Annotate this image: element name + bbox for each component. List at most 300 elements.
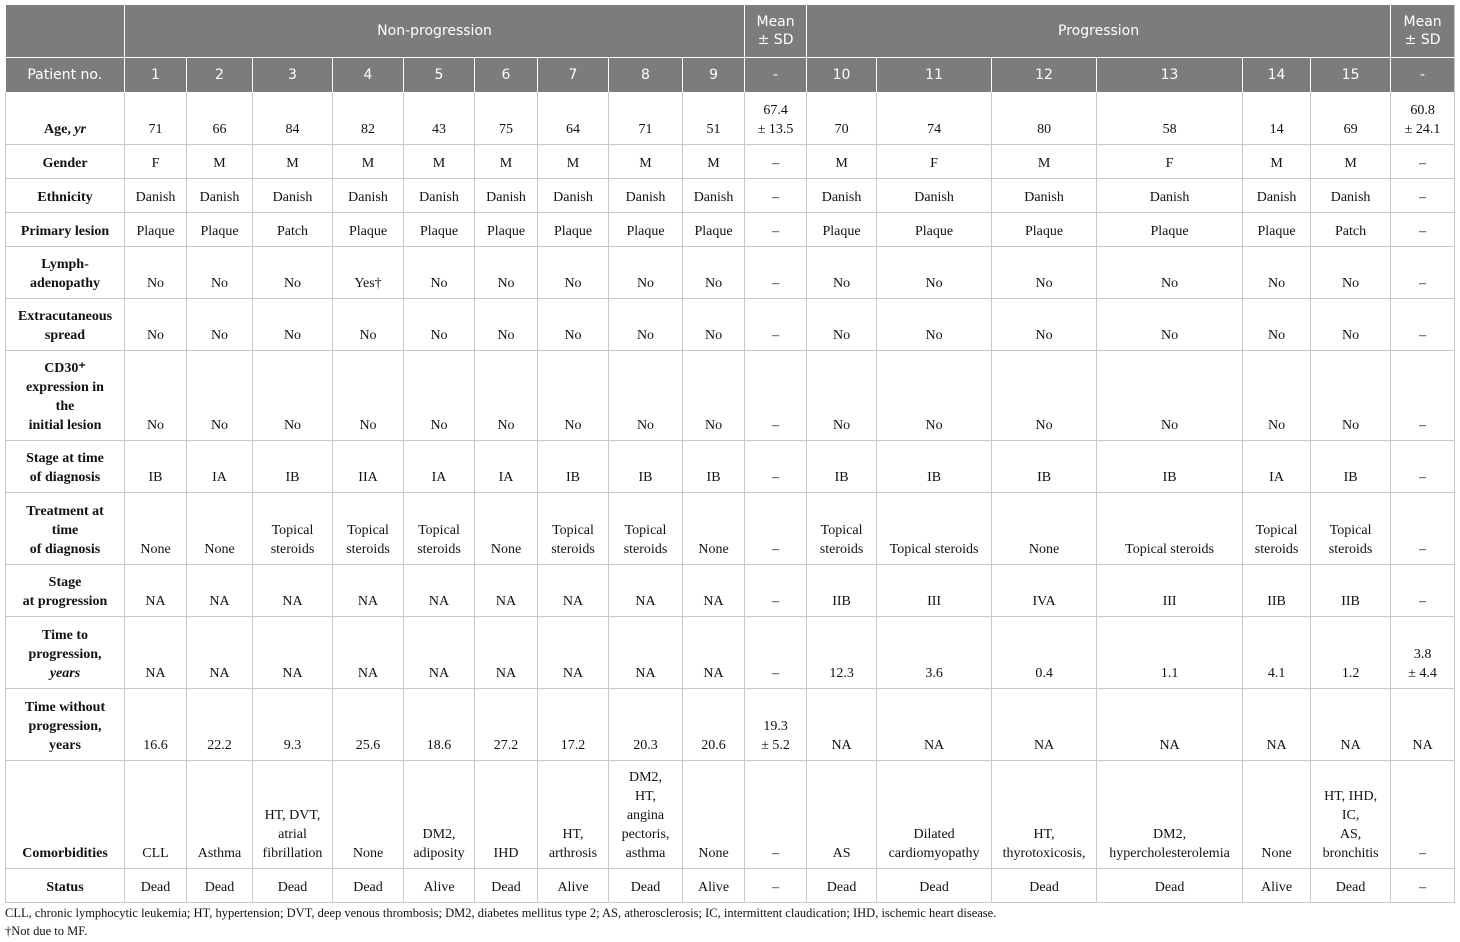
row-label-text: Status xyxy=(46,879,84,895)
table-cell: No xyxy=(683,246,745,298)
table-cell: Danish xyxy=(333,178,404,212)
table-cell: 25.6 xyxy=(333,688,404,760)
table-cell: NA xyxy=(1243,688,1311,760)
row-label xyxy=(6,178,125,212)
table-cell: NA xyxy=(253,616,333,688)
table-cell: NA xyxy=(683,616,745,688)
column-header: 6 xyxy=(475,58,538,93)
table-cell: No xyxy=(1097,350,1243,440)
table-cell: Alive xyxy=(404,868,475,902)
table-cell: Alive xyxy=(1243,868,1311,902)
table-cell: None xyxy=(683,760,745,868)
table-cell: 75 xyxy=(475,92,538,144)
table-cell: Plaque xyxy=(475,212,538,246)
table-cell: – xyxy=(1391,246,1455,298)
table-cell: IB xyxy=(609,440,683,492)
column-header-patient-no: Patient no. xyxy=(6,58,125,93)
table-cell: IIA xyxy=(333,440,404,492)
table-row xyxy=(6,868,1455,902)
table-cell: NA xyxy=(475,564,538,616)
table-cell: Plaque xyxy=(404,212,475,246)
table-cell: No xyxy=(404,298,475,350)
table-cell: Topical steroids xyxy=(333,492,404,564)
table-cell: No xyxy=(877,350,992,440)
column-header: 13 xyxy=(1097,58,1243,93)
table-cell: No xyxy=(1311,298,1391,350)
row-label xyxy=(6,246,125,298)
table-cell: M xyxy=(187,144,253,178)
table-cell: None xyxy=(333,760,404,868)
table-cell: Topical steroids xyxy=(1311,492,1391,564)
table-cell: NA xyxy=(807,688,877,760)
table-cell: – xyxy=(745,440,807,492)
column-header-row xyxy=(6,58,1455,93)
table-cell: No xyxy=(609,246,683,298)
column-header: 11 xyxy=(877,58,992,93)
table-cell: IA xyxy=(404,440,475,492)
table-cell: IA xyxy=(1243,440,1311,492)
table-cell: IB xyxy=(538,440,609,492)
table-cell: Dead xyxy=(1311,868,1391,902)
table-cell: Danish xyxy=(187,178,253,212)
table-cell: No xyxy=(807,350,877,440)
table-cell: No xyxy=(992,246,1097,298)
table-cell: 12.3 xyxy=(807,616,877,688)
table-cell: III xyxy=(877,564,992,616)
table-cell: Danish xyxy=(807,178,877,212)
table-cell: NA xyxy=(538,616,609,688)
table-cell: 51 xyxy=(683,92,745,144)
table-cell: Plaque xyxy=(807,212,877,246)
table-cell: Topical steroids xyxy=(538,492,609,564)
table-cell: Topical steroids xyxy=(877,492,992,564)
row-label xyxy=(6,564,125,616)
table-cell: HT, IHD, IC, AS, bronchitis xyxy=(1311,760,1391,868)
table-cell: No xyxy=(992,350,1097,440)
column-header: 3 xyxy=(253,58,333,93)
table-cell: NA xyxy=(125,564,187,616)
table-cell: Plaque xyxy=(538,212,609,246)
table-cell: 18.6 xyxy=(404,688,475,760)
table-row xyxy=(6,492,1455,564)
table-cell: 3.6 xyxy=(877,616,992,688)
table-cell: No xyxy=(475,350,538,440)
table-cell: 20.3 xyxy=(609,688,683,760)
table-cell: No xyxy=(877,298,992,350)
table-cell: No xyxy=(538,298,609,350)
row-label-unit: years xyxy=(49,665,81,681)
column-header: 9 xyxy=(683,58,745,93)
row-label xyxy=(6,350,125,440)
table-cell: IIB xyxy=(1311,564,1391,616)
table-cell: IB xyxy=(877,440,992,492)
table-cell: F xyxy=(1097,144,1243,178)
table-cell: No xyxy=(1097,246,1243,298)
row-label xyxy=(6,868,125,902)
table-cell: M xyxy=(253,144,333,178)
table-cell: – xyxy=(745,616,807,688)
table-cell: Plaque xyxy=(992,212,1097,246)
table-cell: M xyxy=(609,144,683,178)
row-label-text: Extracutaneous spread xyxy=(17,308,113,343)
group-header-empty xyxy=(6,5,125,58)
column-header: 2 xyxy=(187,58,253,93)
table-cell: M xyxy=(992,144,1097,178)
table-cell: IB xyxy=(1311,440,1391,492)
mean-sd-header-2: Mean ± SD xyxy=(1391,5,1455,58)
column-header: - xyxy=(1391,58,1455,93)
table-cell: Danish xyxy=(992,178,1097,212)
table-cell: – xyxy=(1391,868,1455,902)
table-cell: No xyxy=(683,298,745,350)
table-cell: No xyxy=(125,350,187,440)
table-cell: 4.1 xyxy=(1243,616,1311,688)
table-row xyxy=(6,212,1455,246)
table-cell: NA xyxy=(404,616,475,688)
row-label xyxy=(6,212,125,246)
table-cell: No xyxy=(404,350,475,440)
table-cell: 64 xyxy=(538,92,609,144)
row-label-text: Stage at progression xyxy=(22,574,108,609)
table-cell: No xyxy=(992,298,1097,350)
table-row xyxy=(6,760,1455,868)
row-label xyxy=(6,760,125,868)
table-cell: Plaque xyxy=(125,212,187,246)
table-cell: 16.6 xyxy=(125,688,187,760)
table-cell: Dead xyxy=(187,868,253,902)
table-cell: Topical steroids xyxy=(807,492,877,564)
table-row xyxy=(6,564,1455,616)
table-cell: IA xyxy=(187,440,253,492)
table-cell: Topical steroids xyxy=(609,492,683,564)
table-cell: 1.2 xyxy=(1311,616,1391,688)
table-cell: M xyxy=(683,144,745,178)
table-cell: – xyxy=(1391,492,1455,564)
table-cell: No xyxy=(333,298,404,350)
table-cell: 58 xyxy=(1097,92,1243,144)
table-cell: HT, thyrotoxicosis, xyxy=(992,760,1097,868)
table-cell: – xyxy=(745,298,807,350)
table-cell: IA xyxy=(475,440,538,492)
column-header: 8 xyxy=(609,58,683,93)
table-cell: NA xyxy=(253,564,333,616)
table-cell: 27.2 xyxy=(475,688,538,760)
table-cell: 1.1 xyxy=(1097,616,1243,688)
table-cell: Dead xyxy=(253,868,333,902)
table-cell: Plaque xyxy=(1243,212,1311,246)
table-cell: Topical steroids xyxy=(404,492,475,564)
table-cell: 84 xyxy=(253,92,333,144)
table-cell: Patch xyxy=(253,212,333,246)
table-cell: Plaque xyxy=(187,212,253,246)
table-cell: – xyxy=(1391,760,1455,868)
table-cell: Danish xyxy=(877,178,992,212)
table-cell: 19.3 ± 5.2 xyxy=(745,688,807,760)
table-cell: M xyxy=(538,144,609,178)
table-cell: Plaque xyxy=(1097,212,1243,246)
table-cell: Dead xyxy=(475,868,538,902)
table-cell: Danish xyxy=(538,178,609,212)
table-cell: Dilated cardiomyopathy xyxy=(877,760,992,868)
column-header: 4 xyxy=(333,58,404,93)
table-cell: No xyxy=(1243,246,1311,298)
table-cell: Alive xyxy=(683,868,745,902)
table-cell: III xyxy=(1097,564,1243,616)
table-cell: No xyxy=(1311,246,1391,298)
table-cell: 17.2 xyxy=(538,688,609,760)
table-cell: 67.4 ± 13.5 xyxy=(745,92,807,144)
row-label-text: Ethnicity xyxy=(37,189,93,205)
table-cell: 60.8 ± 24.1 xyxy=(1391,92,1455,144)
table-cell: Plaque xyxy=(683,212,745,246)
table-cell: Danish xyxy=(125,178,187,212)
table-cell: Alive xyxy=(538,868,609,902)
table-cell: – xyxy=(1391,298,1455,350)
table-cell: 3.8 ± 4.4 xyxy=(1391,616,1455,688)
table-cell: – xyxy=(745,246,807,298)
table-cell: 43 xyxy=(404,92,475,144)
row-label-text: Time to progression, xyxy=(28,627,102,662)
table-cell: Patch xyxy=(1311,212,1391,246)
table-wrapper xyxy=(5,5,1455,903)
table-cell: Danish xyxy=(1097,178,1243,212)
table-cell: NA xyxy=(187,564,253,616)
row-label xyxy=(6,492,125,564)
table-cell: 71 xyxy=(125,92,187,144)
table-cell: Plaque xyxy=(609,212,683,246)
table-cell: 14 xyxy=(1243,92,1311,144)
row-label-text: Gender xyxy=(42,155,88,171)
table-cell: No xyxy=(475,298,538,350)
table-cell: NA xyxy=(333,564,404,616)
table-cell: Dead xyxy=(333,868,404,902)
table-cell: M xyxy=(1243,144,1311,178)
table-cell: Danish xyxy=(609,178,683,212)
table-cell: – xyxy=(745,178,807,212)
table-cell: – xyxy=(1391,178,1455,212)
table-cell: 66 xyxy=(187,92,253,144)
table-cell: Dead xyxy=(992,868,1097,902)
table-cell: No xyxy=(253,246,333,298)
table-cell: F xyxy=(125,144,187,178)
row-label-unit: yr xyxy=(74,121,86,137)
table-cell: No xyxy=(187,298,253,350)
table-cell: Danish xyxy=(1243,178,1311,212)
table-cell: – xyxy=(745,350,807,440)
table-cell: None xyxy=(475,492,538,564)
group-nonprogression: Non-progression xyxy=(125,5,745,58)
table-row xyxy=(6,688,1455,760)
table-cell: M xyxy=(475,144,538,178)
table-cell: NA xyxy=(475,616,538,688)
table-cell: NA xyxy=(609,616,683,688)
table-cell: – xyxy=(1391,350,1455,440)
table-cell: No xyxy=(333,350,404,440)
table-cell: – xyxy=(1391,564,1455,616)
table-cell: NA xyxy=(1097,688,1243,760)
table-cell: No xyxy=(1311,350,1391,440)
table-cell: NA xyxy=(404,564,475,616)
table-cell: IVA xyxy=(992,564,1097,616)
table-cell: DM2, hypercholesterolemia xyxy=(1097,760,1243,868)
table-cell: IB xyxy=(253,440,333,492)
footnote-abbreviations: CLL, chronic lymphocytic leukemia; HT, hypertension; DVT, deep venous thrombosis; DM2, diabetes mellitus type 2; AS, atherosclerosis; IC, intermittent claudication; IHD, ischemic heart disease. xyxy=(5,906,997,920)
table-cell: No xyxy=(404,246,475,298)
table-body xyxy=(6,92,1455,902)
table-cell: HT, arthrosis xyxy=(538,760,609,868)
table-cell: F xyxy=(877,144,992,178)
row-label-text: Stage at time of diagnosis xyxy=(26,450,104,485)
table-cell: – xyxy=(745,492,807,564)
table-cell: NA xyxy=(877,688,992,760)
row-label-text: CD30⁺ expression in the initial lesion xyxy=(26,360,104,433)
table-cell: – xyxy=(1391,144,1455,178)
table-cell: 22.2 xyxy=(187,688,253,760)
table-row xyxy=(6,616,1455,688)
table-cell: – xyxy=(745,144,807,178)
table-cell: Asthma xyxy=(187,760,253,868)
table-cell: Yes† xyxy=(333,246,404,298)
table-cell: 9.3 xyxy=(253,688,333,760)
table-row xyxy=(6,298,1455,350)
table-cell: AS xyxy=(807,760,877,868)
table-cell: M xyxy=(807,144,877,178)
table-row xyxy=(6,440,1455,492)
table-cell: 20.6 xyxy=(683,688,745,760)
table-cell: NA xyxy=(1311,688,1391,760)
table-cell: HT, DVT, atrial fibrillation xyxy=(253,760,333,868)
table-cell: DM2, adiposity xyxy=(404,760,475,868)
table-cell: None xyxy=(187,492,253,564)
table-cell: No xyxy=(125,298,187,350)
table-cell: Topical steroids xyxy=(1243,492,1311,564)
table-cell: Danish xyxy=(1311,178,1391,212)
table-cell: No xyxy=(538,246,609,298)
table-cell: IB xyxy=(1097,440,1243,492)
table-cell: Plaque xyxy=(333,212,404,246)
column-header: 14 xyxy=(1243,58,1311,93)
table-cell: NA xyxy=(187,616,253,688)
table-cell: NA xyxy=(538,564,609,616)
table-cell: IIB xyxy=(1243,564,1311,616)
table-cell: – xyxy=(745,564,807,616)
table-cell: IHD xyxy=(475,760,538,868)
row-label xyxy=(6,144,125,178)
table-cell: – xyxy=(745,868,807,902)
table-cell: IB xyxy=(992,440,1097,492)
table-cell: 70 xyxy=(807,92,877,144)
row-label-text: Comorbidities xyxy=(22,845,108,861)
column-header: 12 xyxy=(992,58,1097,93)
column-header: 7 xyxy=(538,58,609,93)
table-cell: None xyxy=(683,492,745,564)
table-cell: NA xyxy=(1391,688,1455,760)
group-header-row xyxy=(6,5,1455,58)
row-label xyxy=(6,440,125,492)
table-cell: M xyxy=(333,144,404,178)
table-cell: No xyxy=(1243,298,1311,350)
table-cell: Dead xyxy=(609,868,683,902)
table-cell: No xyxy=(1243,350,1311,440)
table-cell: NA xyxy=(333,616,404,688)
column-header: 15 xyxy=(1311,58,1391,93)
column-header: - xyxy=(745,58,807,93)
table-cell: Topical steroids xyxy=(1097,492,1243,564)
table-cell: No xyxy=(253,350,333,440)
table-cell: No xyxy=(877,246,992,298)
table-cell: None xyxy=(125,492,187,564)
row-label-text: Time without progression, years xyxy=(24,699,106,753)
column-header: 1 xyxy=(125,58,187,93)
table-cell: IB xyxy=(807,440,877,492)
table-cell: DM2, HT, angina pectoris, asthma xyxy=(609,760,683,868)
row-label-text: Age, xyxy=(44,121,75,137)
table-cell: IB xyxy=(683,440,745,492)
table-cell: 80 xyxy=(992,92,1097,144)
table-cell: No xyxy=(475,246,538,298)
table-row xyxy=(6,246,1455,298)
table-row xyxy=(6,144,1455,178)
table-row xyxy=(6,92,1455,144)
table-cell: Danish xyxy=(253,178,333,212)
table-cell: M xyxy=(404,144,475,178)
table-cell: – xyxy=(1391,440,1455,492)
row-label-text: Primary lesion xyxy=(20,223,110,239)
table-cell: No xyxy=(807,298,877,350)
table-cell: Danish xyxy=(475,178,538,212)
table-cell: NA xyxy=(609,564,683,616)
table-cell: Topical steroids xyxy=(253,492,333,564)
table-cell: 69 xyxy=(1311,92,1391,144)
table-cell: Dead xyxy=(877,868,992,902)
column-header: 5 xyxy=(404,58,475,93)
row-label xyxy=(6,92,125,144)
table-cell: 71 xyxy=(609,92,683,144)
table-cell: 74 xyxy=(877,92,992,144)
patient-characteristics-table xyxy=(5,5,1455,903)
table-cell: No xyxy=(187,246,253,298)
table-cell: Dead xyxy=(807,868,877,902)
table-cell: Dead xyxy=(125,868,187,902)
table-cell: 82 xyxy=(333,92,404,144)
row-label xyxy=(6,298,125,350)
table-cell: No xyxy=(253,298,333,350)
table-cell: NA xyxy=(125,616,187,688)
table-cell: 0.4 xyxy=(992,616,1097,688)
table-cell: – xyxy=(1391,212,1455,246)
row-label xyxy=(6,616,125,688)
table-cell: NA xyxy=(683,564,745,616)
table-cell: No xyxy=(187,350,253,440)
table-cell: No xyxy=(1097,298,1243,350)
table-cell: No xyxy=(683,350,745,440)
row-label-text: Treatment at time of diagnosis xyxy=(26,503,104,557)
table-cell: Dead xyxy=(1097,868,1243,902)
mean-sd-header-1: Mean ± SD xyxy=(745,5,807,58)
table-cell: Plaque xyxy=(877,212,992,246)
table-cell: M xyxy=(1311,144,1391,178)
table-cell: NA xyxy=(992,688,1097,760)
table-cell: None xyxy=(1243,760,1311,868)
table-cell: – xyxy=(745,760,807,868)
table-cell: Danish xyxy=(683,178,745,212)
table-cell: No xyxy=(609,350,683,440)
group-progression: Progression xyxy=(807,5,1391,58)
table-cell: Danish xyxy=(404,178,475,212)
table-cell: CLL xyxy=(125,760,187,868)
row-label-text: Lymph- adenopathy xyxy=(29,256,101,291)
table-cell: No xyxy=(538,350,609,440)
